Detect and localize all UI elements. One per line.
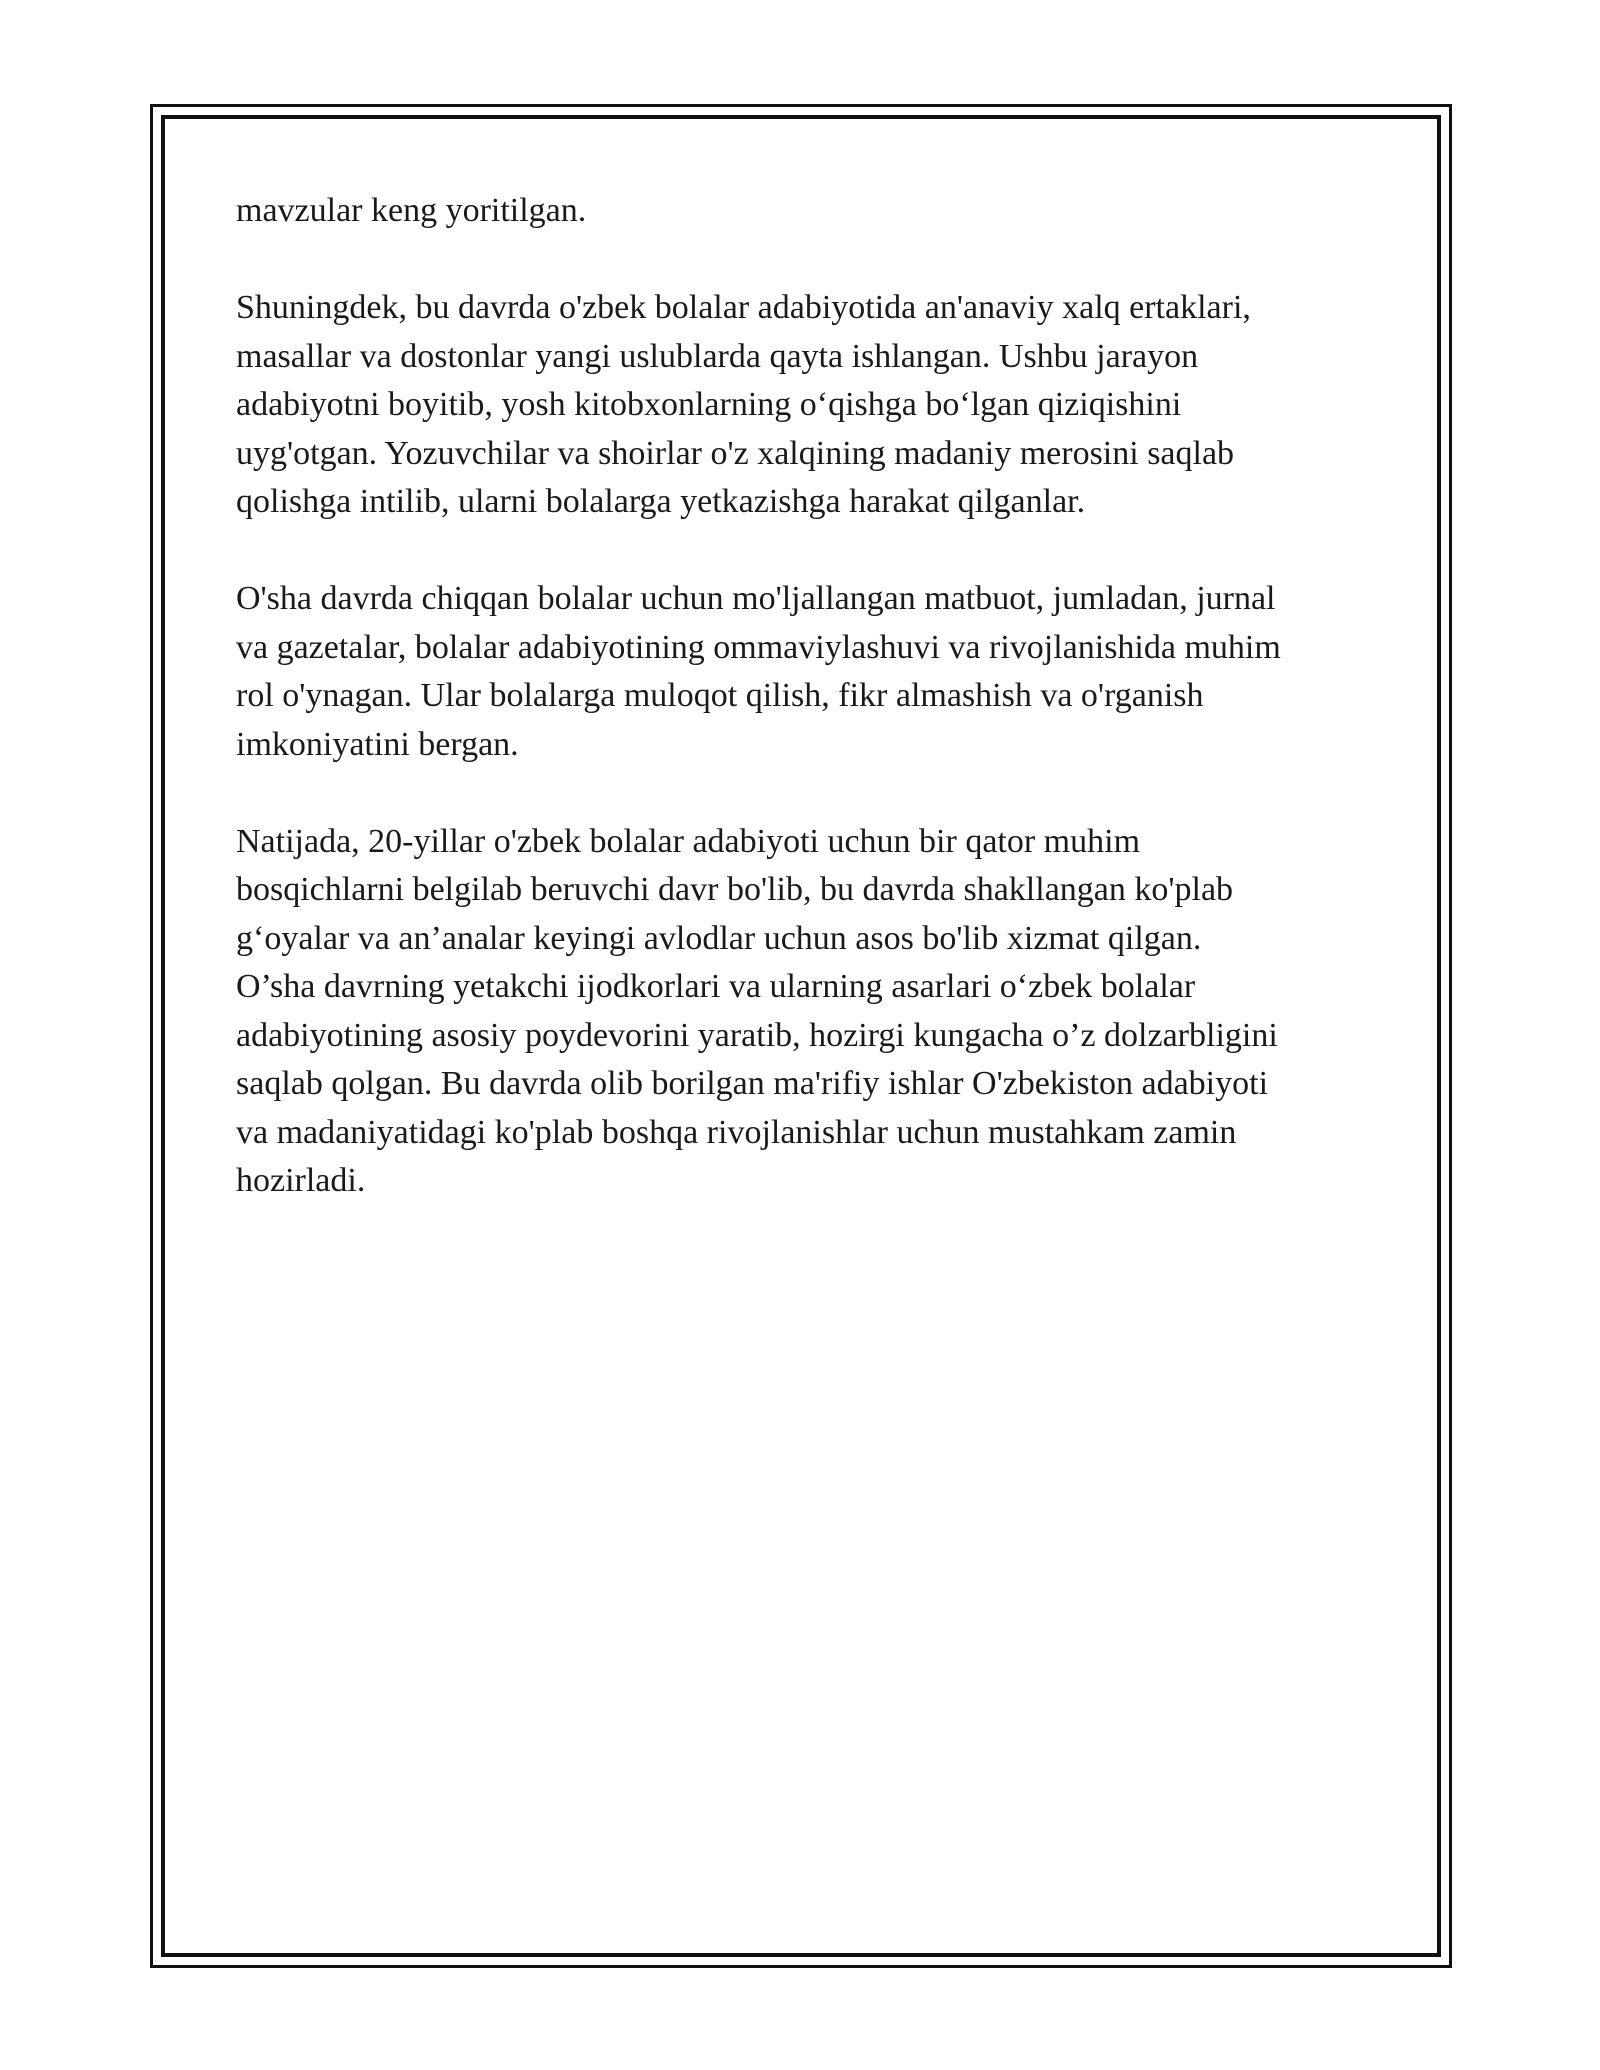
text-line: rol o'ynagan. Ular bolalarga muloqot qilish, fikr almashish va o'rganish [236, 677, 1204, 714]
text-line: imkoniyatini bergan. [236, 725, 519, 763]
text-line: adabiyotining asosiy poydevorini yaratib, hozirgi kungacha o’z dolzarbligini [236, 1016, 1278, 1054]
document-body [236, 187, 1386, 1254]
text-line: Shuningdek, bu davrda o'zbek bolalar adabiyotida an'anaviy xalq ertaklari, [236, 289, 1251, 326]
text-line: hozirladi. [236, 1162, 366, 1199]
text-line: mavzular keng yoritilgan. [236, 192, 587, 229]
text-line: qolishga intilib, ularni bolalarga yetkazishga harakat qilganlar. [236, 483, 1086, 520]
text-line: bosqichlarni belgilab beruvchi davr bo'lib, bu davrda shakllangan ko'plab [236, 871, 1234, 908]
text-line: va madaniyatidagi ko'plab boshqa rivojlanishlar uchun mustahkam zamin [236, 1113, 1237, 1151]
paragraph-1 [236, 187, 1386, 236]
paragraph-2 [236, 284, 1386, 527]
text-line: masallar va dostonlar yangi uslublarda qayta ishlangan. Ushbu jarayon [236, 337, 1199, 375]
paragraph-4 [236, 818, 1386, 1206]
paragraph-3 [236, 575, 1386, 769]
text-line: uyg'otgan. Yozuvchilar va shoirlar o'z xalqining madaniy merosini saqlab [236, 434, 1235, 472]
text-line: O’sha davrning yetakchi ijodkorlari va ularning asarlari oʻzbek bolalar [236, 968, 1196, 1005]
text-line: Natijada, 20-yillar o'zbek bolalar adabiyoti uchun bir qator muhim [236, 822, 1141, 860]
text-line: saqlab qolgan. Bu davrda olib borilgan ma'rifiy ishlar O'zbekiston adabiyoti [236, 1065, 1269, 1102]
text-line: O'sha davrda chiqqan bolalar uchun mo'ljallangan matbuot, jumladan, jurnal [236, 580, 1276, 617]
text-line: va gazetalar, bolalar adabiyotining ommaviylashuvi va rivojlanishida muhim [236, 628, 1281, 666]
text-line: gʻoyalar va an’analar keyingi avlodlar uchun asos bo'lib xizmat qilgan. [236, 919, 1202, 957]
text-line: adabiyotni boyitib, yosh kitobxonlarning oʻqishga boʻlgan qiziqishini [236, 386, 1182, 423]
